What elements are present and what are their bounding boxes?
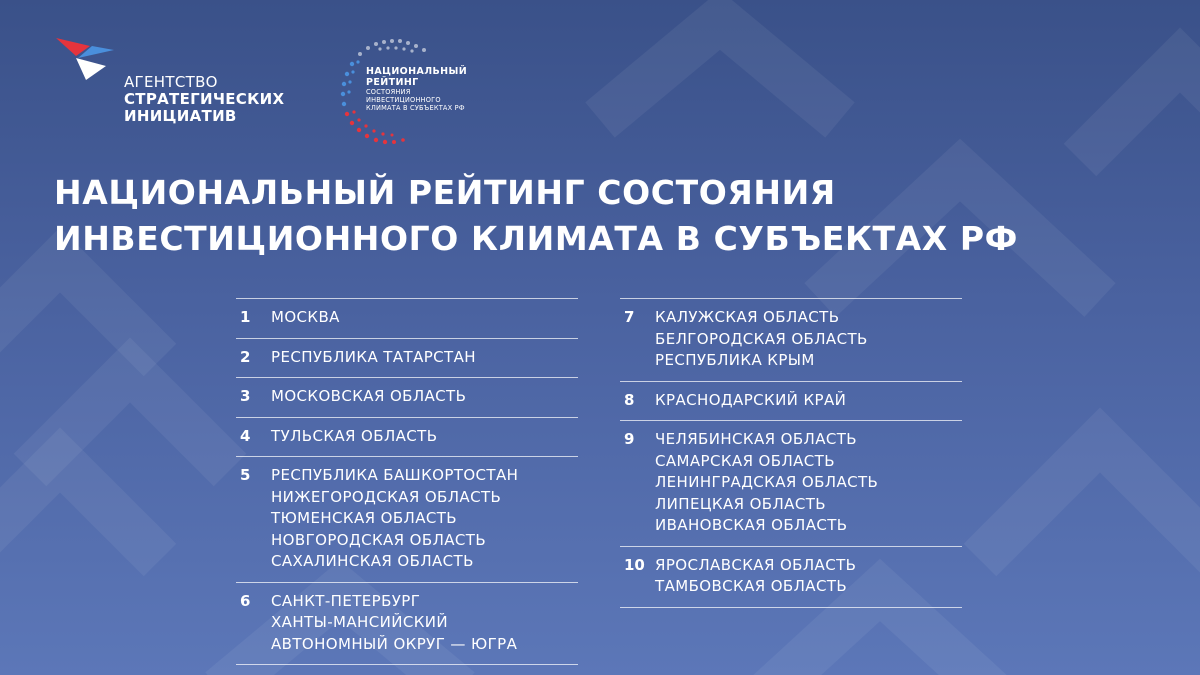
ranking-row (236, 339, 578, 379)
region-name: ТАМБОВСКАЯ ОБЛАСТЬ (655, 577, 848, 595)
rating-logo (336, 36, 476, 146)
region-name: БЕЛГОРОДСКАЯ ОБЛАСТЬ (655, 329, 868, 348)
rank-number: 5 (240, 466, 251, 484)
rank-number: 8 (624, 390, 635, 409)
region-list (655, 390, 962, 412)
triangle-arrows-icon (56, 36, 126, 92)
rank-number: 1 (240, 308, 251, 326)
region-list (271, 426, 578, 448)
ranking-row (236, 418, 578, 458)
ranking-list-left (236, 298, 578, 665)
region-name: АВТОНОМНЫЙ ОКРУГ — ЮГРА (271, 634, 518, 653)
rating-logo-line4: ИНВЕСТИЦИОННОГО (366, 96, 441, 104)
region-name: НИЖЕГОРОДСКАЯ ОБЛАСТЬ (271, 487, 502, 506)
region-name: НОВГОРОДСКАЯ ОБЛАСТЬ (271, 530, 487, 549)
ranking-row (236, 378, 578, 418)
region-name: ХАНТЫ-МАНСИЙСКИЙ (271, 613, 448, 631)
region-name: КАЛУЖСКАЯ ОБЛАСТЬ (655, 308, 840, 326)
agency-logo (56, 36, 316, 136)
region-list (655, 307, 962, 372)
region-list (271, 386, 578, 408)
region-name: ЛЕНИНГРАДСКАЯ ОБЛАСТЬ (655, 473, 879, 491)
region-name: РЕСПУБЛИКА КРЫМ (655, 351, 815, 369)
region-list (655, 555, 962, 598)
page-title-line1: НАЦИОНАЛЬНЫЙ РЕЙТИНГ СОСТОЯНИЯ (54, 173, 836, 212)
region-list (271, 307, 578, 329)
region-name: МОСКВА (271, 308, 340, 326)
rating-logo-line1: НАЦИОНАЛЬНЫЙ (366, 66, 468, 77)
region-list (271, 347, 578, 369)
agency-logo-line3: ИНИЦИАТИВ (124, 107, 237, 125)
rank-number: 3 (240, 387, 251, 405)
ranking-row (236, 457, 578, 583)
rank-number: 10 (624, 555, 645, 574)
rating-logo-line2: РЕЙТИНГ (366, 77, 419, 88)
region-name: КРАСНОДАРСКИЙ КРАЙ (655, 390, 847, 409)
page-title (54, 170, 1054, 262)
region-name: ЯРОСЛАВСКАЯ ОБЛАСТЬ (655, 555, 857, 574)
rank-number: 6 (240, 591, 251, 610)
ranking-row (620, 547, 962, 608)
rating-logo-line3: СОСТОЯНИЯ (366, 88, 411, 96)
region-name: САМАРСКАЯ ОБЛАСТЬ (655, 451, 835, 470)
region-list (655, 429, 962, 537)
rating-logo-line5: КЛИМАТА В СУБЪЕКТАХ РФ (366, 104, 465, 112)
ranking-row (620, 421, 962, 547)
region-name: РЕСПУБЛИКА ТАТАРСТАН (271, 347, 476, 366)
region-name: САНКТ-ПЕТЕРБУРГ (271, 591, 421, 610)
region-list (271, 465, 578, 573)
region-list (271, 591, 578, 656)
region-name: САХАЛИНСКАЯ ОБЛАСТЬ (271, 552, 474, 570)
agency-logo-line1: АГЕНТСТВО (124, 73, 218, 91)
rank-number: 9 (624, 430, 635, 448)
region-name: ТУЛЬСКАЯ ОБЛАСТЬ (271, 426, 438, 445)
region-name: ИВАНОВСКАЯ ОБЛАСТЬ (655, 516, 848, 534)
ranking-row (620, 382, 962, 422)
ranking-row (236, 299, 578, 339)
region-name: ТЮМЕНСКАЯ ОБЛАСТЬ (271, 509, 457, 527)
ranking-list-right (620, 298, 962, 608)
region-name: МОСКОВСКАЯ ОБЛАСТЬ (271, 387, 467, 405)
ranking-row (236, 583, 578, 666)
rank-number: 7 (624, 308, 635, 326)
page-title-line2: ИНВЕСТИЦИОННОГО КЛИМАТА В СУБЪЕКТАХ РФ (54, 219, 1019, 258)
region-name: ЧЕЛЯБИНСКАЯ ОБЛАСТЬ (655, 430, 857, 448)
rank-number: 4 (240, 426, 251, 445)
region-name: ЛИПЕЦКАЯ ОБЛАСТЬ (655, 494, 826, 513)
ranking-row (620, 299, 962, 382)
rank-number: 2 (240, 347, 251, 366)
region-name: РЕСПУБЛИКА БАШКОРТОСТАН (271, 466, 519, 484)
agency-logo-line2: СТРАТЕГИЧЕСКИХ (124, 90, 285, 108)
